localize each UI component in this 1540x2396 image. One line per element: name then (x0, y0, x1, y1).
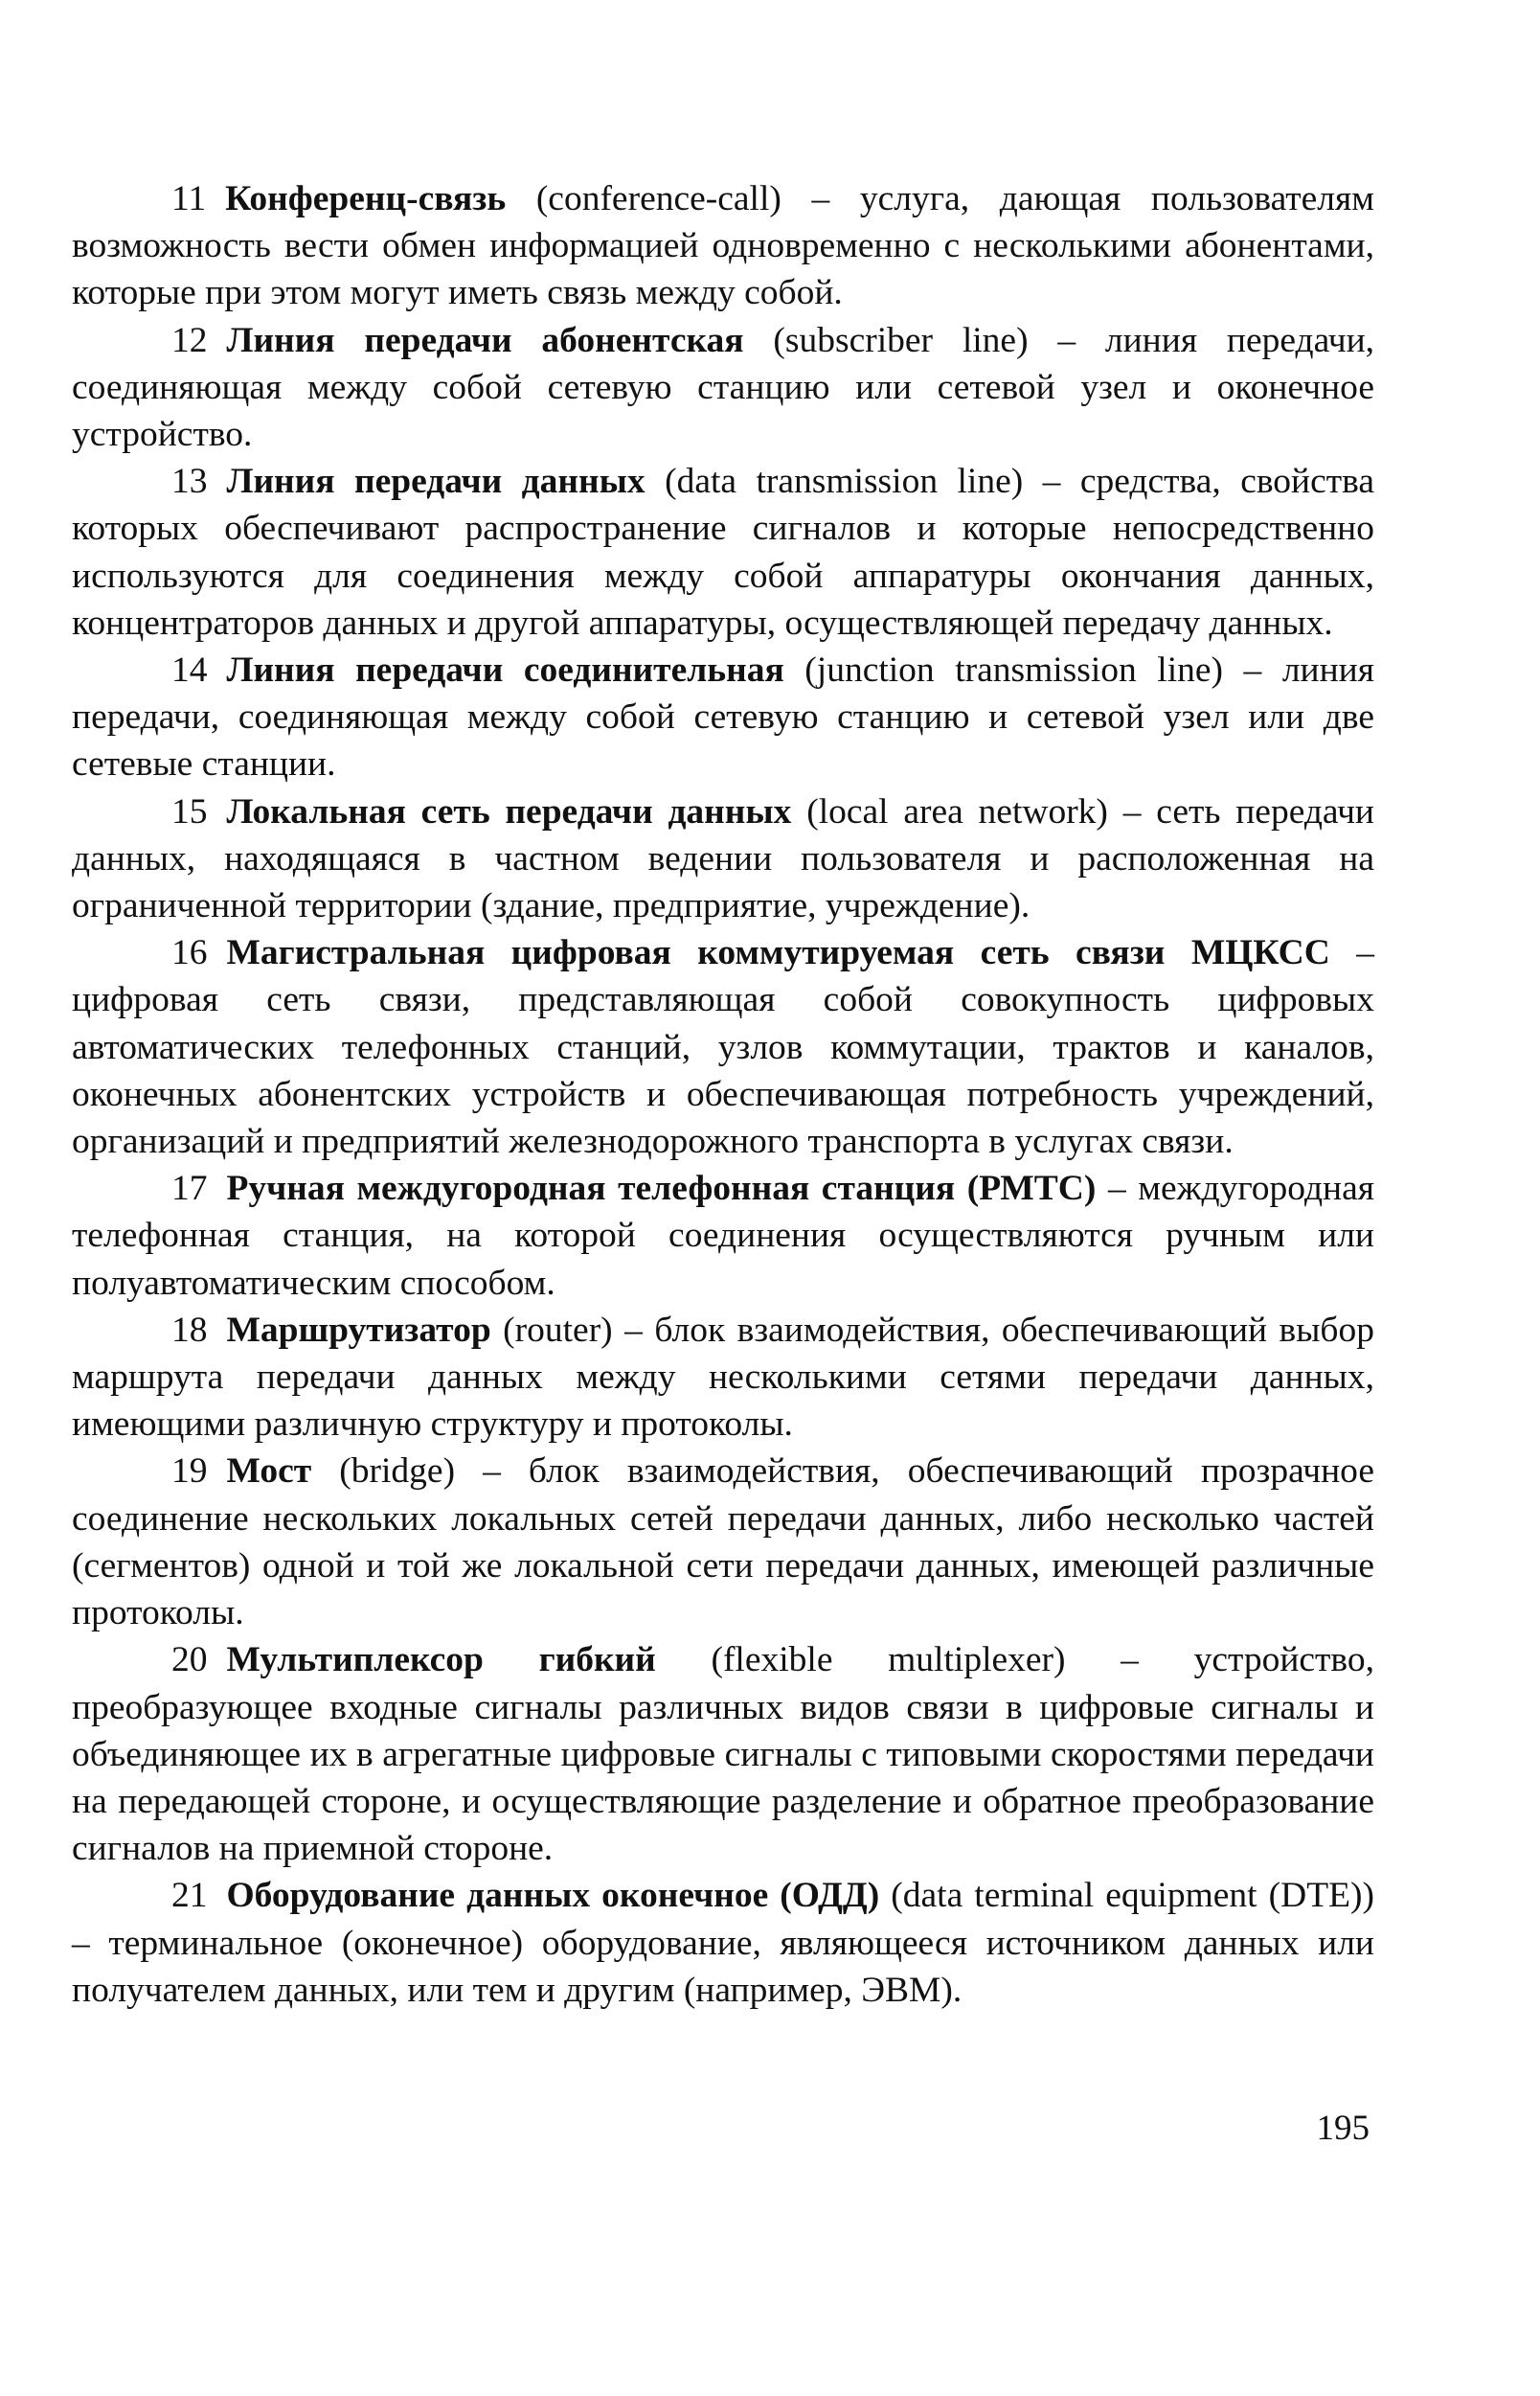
term-definition: (data transmission line) – средства, свойства которых обеспечивают распространение сигналов и которые непосредственно используются для соединения между собой аппаратуры окончания данных, концентраторов данных и другой аппаратуры, осуществляющей передачу данных. (72, 462, 1375, 643)
term-entry-18 (72, 1307, 1374, 1449)
entry-number: 11 (171, 179, 207, 218)
entry-number: 13 (171, 462, 208, 502)
term-name: Маршрутизатор (226, 1310, 491, 1350)
entry-number: 17 (171, 1169, 208, 1209)
term-name: Конференц-связь (225, 179, 507, 218)
term-name: Оборудование данных оконечное (ОДД) (226, 1876, 880, 1916)
term-entry-15 (72, 788, 1374, 930)
term-definition: – междугородная телефонная станция, на которой соединения осуществляются ручным или полуавтоматическим способом. (72, 1169, 1374, 1303)
term-name: Магистральная цифровая коммутируемая сеть связи МЦКСС (226, 933, 1330, 973)
term-definition: (data terminal equipment (DTE)) – терминальное (оконечное) оборудование, являющееся источником данных или получателем данных, или тем и другим (например, ЭВМ). (72, 1876, 1375, 2010)
term-entry-17 (72, 1165, 1374, 1307)
term-definition: – цифровая сеть связи, представляющая собой совокупность цифровых автоматических телефонных станций, узлов коммутации, трактов и каналов, оконечных абонентских устройств и обеспечивающая потребность учреждений, организаций и предприятий железнодорожного транспорта в услугах связи. (72, 933, 1375, 1162)
term-definition: (conference-call) – услуга, дающая пользователям возможность вести обмен информацией одновременно с несколькими абонентами, которые при этом могут иметь связь между собой. (72, 179, 1374, 313)
term-entry-11 (72, 175, 1374, 317)
term-name: Мультиплексор гибкий (226, 1640, 656, 1680)
entry-number: 14 (171, 650, 208, 691)
term-name: Линия передачи данных (226, 462, 645, 502)
entry-number: 16 (171, 933, 208, 973)
term-entry-14 (72, 647, 1374, 788)
page-number: 195 (1316, 2109, 1370, 2148)
entry-number: 15 (171, 791, 208, 832)
entry-number: 18 (171, 1310, 208, 1350)
entry-number: 20 (171, 1640, 208, 1680)
term-name: Мост (226, 1451, 312, 1492)
term-name: Ручная междугородная телефонная станция (РМТС) (226, 1169, 1097, 1209)
term-definition: (router) – блок взаимодействия, обеспечивающий выбор маршрута передачи данных между несколькими сетями передачи данных, имеющими различную структуру и протоколы. (72, 1310, 1375, 1445)
entry-number: 21 (171, 1876, 208, 1916)
entry-number: 12 (171, 320, 208, 360)
document-body (72, 175, 1374, 2014)
term-entry-20 (72, 1636, 1374, 1872)
term-entry-16 (72, 929, 1374, 1165)
entry-number: 19 (171, 1451, 208, 1492)
term-name: Линия передачи абонентская (226, 320, 744, 360)
term-entry-12 (72, 317, 1374, 459)
term-entry-19 (72, 1448, 1374, 1636)
term-entry-13 (72, 458, 1374, 647)
term-definition: (junction transmission line) – линия передачи, соединяющая между собой сетевую станцию и сетевой узел или две сетевые станции. (72, 650, 1374, 785)
term-definition: (subscriber line) – линия передачи, соединяющая между собой сетевую станцию или сетевой узел и оконечное устройство. (72, 320, 1375, 455)
term-entry-21 (72, 1872, 1374, 2014)
term-definition: (local area network) – сеть передачи данных, находящаяся в частном ведении пользователя и расположенная на ограниченной территории (здание, предприятие, учреждение). (72, 791, 1375, 926)
term-name: Линия передачи соединительная (226, 650, 784, 691)
term-definition: (flexible multiplexer) – устройство, преобразующее входные сигналы различных видов связи в цифровые сигналы и объединяющее их в агрегатные цифровые сигналы с типовыми скоростями передачи на передающей стороне, и осуществляющие разделение и обратное преобразование сигналов на приемной стороне. (72, 1640, 1375, 1869)
term-definition: (bridge) – блок взаимодействия, обеспечивающий прозрачное соединение нескольких локальных сетей передачи данных, либо несколько частей (сегментов) одной и той же локальной сети передачи данных, имеющей различные протоколы. (72, 1451, 1374, 1633)
term-name: Локальная сеть передачи данных (226, 791, 792, 832)
